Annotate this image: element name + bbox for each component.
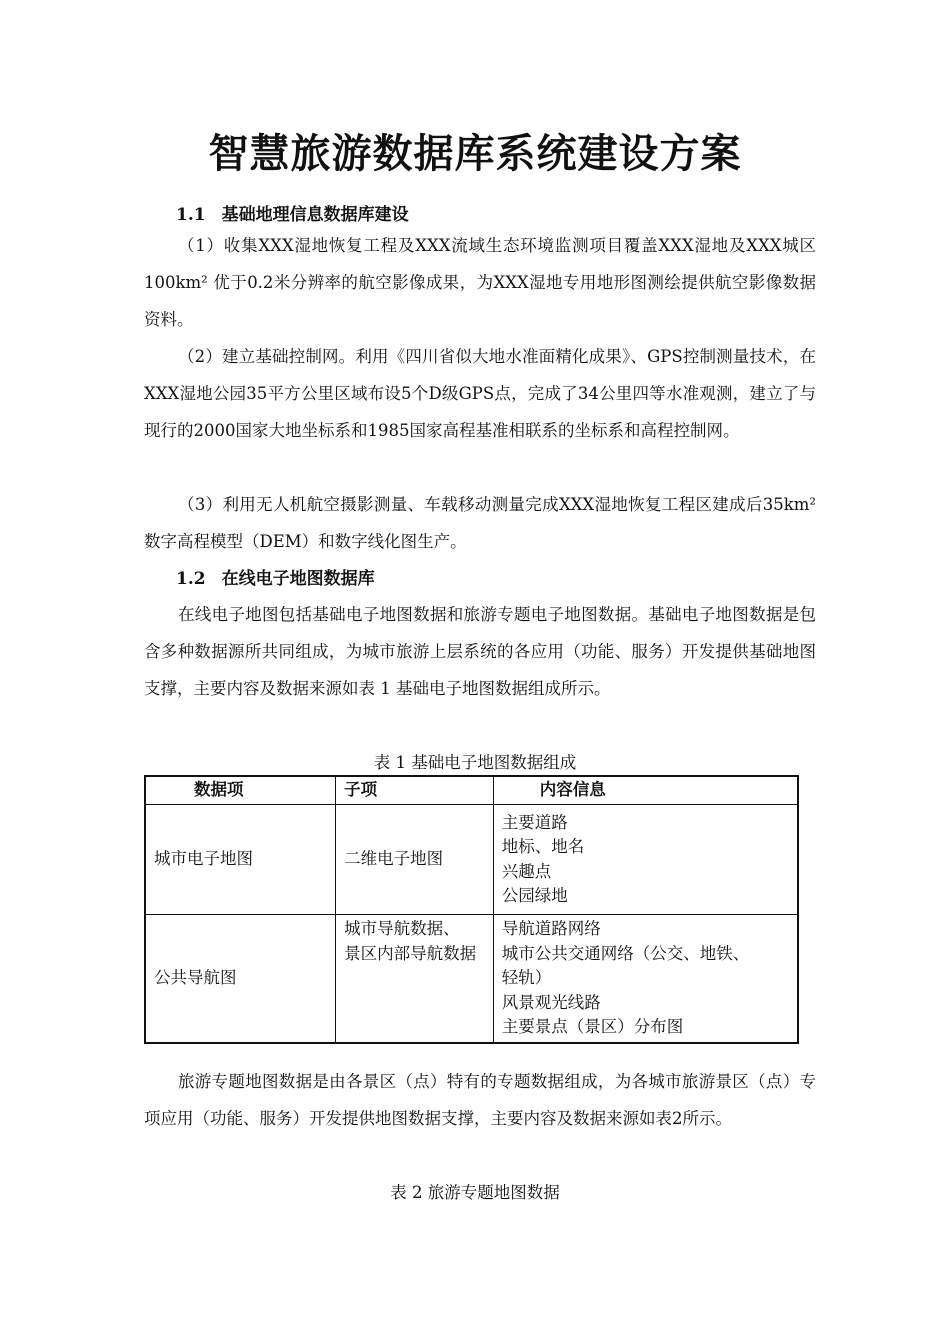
section-title: 基础地理信息数据库建设	[221, 205, 409, 225]
paragraph: 在线电子地图包括基础电子地图数据和旅游专题电子地图数据。基础电子地图数据是包含多种数据源所共同组成，为城市旅游上层系统的各应用（功能、服务）开发提供基础地图支撑，主要内容及数据来源如表 1 基础电子地图数据组成所示。	[144, 605, 816, 698]
table-row	[145, 915, 798, 1043]
cell-line: 公园绿地	[501, 886, 568, 905]
table-caption: 表 2 旅游专题地图数据	[390, 1183, 560, 1202]
table-header-row	[145, 776, 798, 805]
cell-line: 景区内部导航数据	[344, 943, 477, 963]
table-cell: 城市电子地图	[145, 805, 336, 915]
section-heading-1-1	[176, 203, 409, 227]
data-table	[144, 775, 799, 1044]
section-heading-1-2	[176, 567, 375, 591]
cell-line: 地标、地名	[501, 837, 585, 856]
document-title: 智慧旅游数据库系统建设方案	[208, 130, 742, 177]
cell-line: 城市公共交通网络（公交、地铁、	[501, 943, 750, 963]
cell-line: 导航道路网络	[501, 919, 601, 938]
cell-line: 兴趣点	[501, 861, 552, 881]
paragraph: （3）利用无人机航空摄影测量、车载移动测量完成XXX湿地恢复工程区建成后35km² 数字高程模型（DEM）和数字线化图生产。	[144, 495, 816, 551]
table-cell: 公共导航图	[145, 915, 336, 1043]
table-cell	[493, 805, 798, 915]
paragraph: （2）建立基础控制网。利用《四川省似大地水准面精化成果》、GPS控制测量技术，在XXX湿地公园35平方公里区域布设5个D级GPS点，完成了34公里四等水准观测，建立了与现行的2000国家大地坐标系和1985国家高程基准相联系的坐标系和高程控制网。	[144, 347, 816, 440]
cell-line: 主要景点（景区）分布图	[501, 1017, 684, 1036]
table-cell	[336, 915, 494, 1043]
cell-line: 城市导航数据、	[344, 919, 460, 938]
cell-line: 主要道路	[501, 812, 568, 832]
cell-line: 轻轨）	[501, 968, 552, 987]
section-number: 1.2	[176, 569, 206, 589]
column-header: 内容信息	[493, 776, 798, 805]
section-title: 在线电子地图数据库	[221, 569, 375, 589]
section-number: 1.1	[176, 205, 206, 225]
column-header: 数据项	[145, 776, 336, 805]
table-cell	[493, 915, 798, 1043]
paragraph: （1）收集XXX湿地恢复工程及XXX流域生态环境监测项目覆盖XXX湿地及XXX城区100km² 优于0.2米分辨率的航空影像成果，为XXX湿地专用地形图测绘提供航空影像数据资料。	[144, 236, 816, 329]
table-row	[145, 805, 798, 915]
cell-line: 风景观光线路	[501, 992, 601, 1012]
column-header: 子项	[336, 776, 494, 805]
table-caption: 表 1 基础电子地图数据组成	[373, 753, 577, 772]
table-cell: 二维电子地图	[336, 805, 494, 915]
paragraph: 旅游专题地图数据是由各景区（点）特有的专题数据组成，为各城市旅游景区（点）专项应用（功能、服务）开发提供地图数据支撑，主要内容及数据来源如表2所示。	[144, 1072, 816, 1128]
